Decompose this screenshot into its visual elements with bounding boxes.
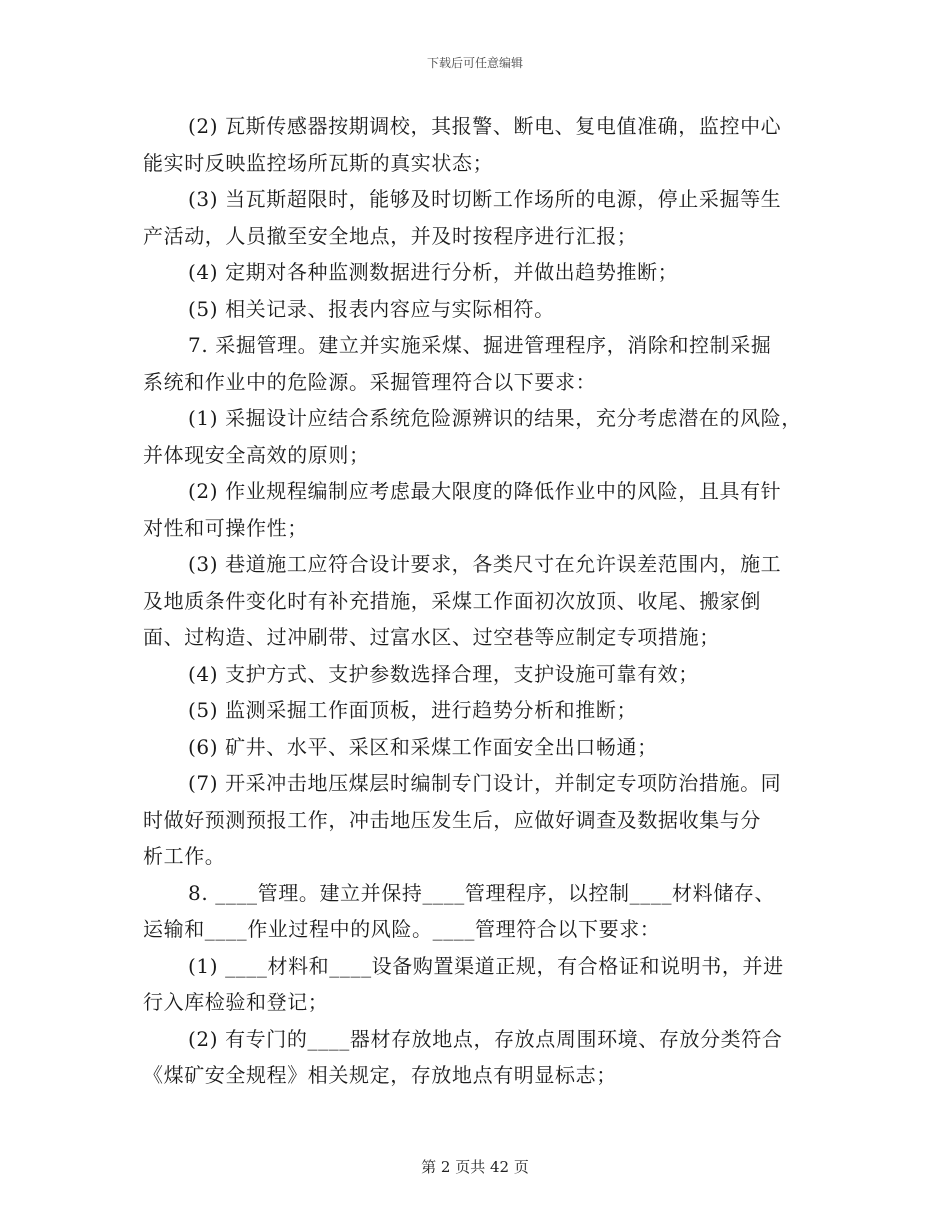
text-line: 面、过构造、过冲刷带、过富水区、过空巷等应制定专项措施； xyxy=(143,625,720,649)
text-line: (4) 支护方式、支护参数选择合理，支护设施可靠有效； xyxy=(188,661,699,686)
section-heading-paragraph xyxy=(143,875,823,948)
paragraph xyxy=(143,291,823,328)
text-line: (6) 矿井、水平、采区和采煤工作面安全出口畅通； xyxy=(188,734,658,759)
text-line: (2) 作业规程编制应考虑最大限度的降低作业中的风险，且具有针 xyxy=(188,479,782,503)
text-line: (5) 监测采掘工作面顶板，进行趋势分析和推断； xyxy=(188,698,638,722)
text-line: (4) 定期对各种监测数据进行分析，并做出趋势推断； xyxy=(188,260,679,284)
page-header: 下载后可任意编辑 xyxy=(426,56,523,70)
text-line: 及地质条件变化时有补充措施，采煤工作面初次放顶、收尾、搬家倒 xyxy=(143,588,761,613)
text-line: (1) 采掘设计应结合系统危险源辨识的结果，充分考虑潜在的风险， xyxy=(188,406,802,430)
text-line: 析工作。 xyxy=(143,844,226,868)
text-line: 对性和可操作性； xyxy=(143,515,308,540)
paragraph xyxy=(143,181,823,254)
text-line: 8. ____管理。建立并保持____管理程序，以控制____材料储存、 xyxy=(188,880,776,905)
paragraph xyxy=(143,254,823,291)
paragraph xyxy=(143,473,823,546)
text-line: 7. 采掘管理。建立并实施采煤、掘进管理程序，消除和控制采掘 xyxy=(188,333,772,357)
text-line: (2) 有专门的____器材存放地点，存放点周围环境、存放分类符合 xyxy=(188,1026,783,1051)
text-line: 能实时反映监控场所瓦斯的真实状态； xyxy=(143,150,494,175)
text-line: (3) 当瓦斯超限时，能够及时切断工作场所的电源，停止采掘等生 xyxy=(188,187,782,211)
text-line: 《煤矿安全规程》相关规定，存放地点有明显标志； xyxy=(143,1063,617,1087)
text-line: 运输和____作业过程中的风险。____管理符合以下要求： xyxy=(143,917,661,941)
paragraph xyxy=(143,400,823,473)
document-body xyxy=(143,108,823,1094)
paragraph xyxy=(143,108,823,181)
text-line: (3) 巷道施工应符合设计要求，各类尺寸在允许误差范围内，施工 xyxy=(188,552,782,576)
text-line: 并体现安全高效的原则； xyxy=(143,442,370,467)
section-heading-paragraph xyxy=(143,327,823,400)
paragraph xyxy=(143,1021,823,1094)
paragraph xyxy=(143,729,823,766)
text-line: 行入库检验和登记； xyxy=(143,990,329,1014)
text-line: (5) 相关记录、报表内容应与实际相符。 xyxy=(188,296,555,321)
text-line: (2) 瓦斯传感器按期调校，其报警、断电、复电值准确，监控中心 xyxy=(188,114,782,138)
text-line: 时做好预测预报工作，冲击地压发生后，应做好调查及数据收集与分 xyxy=(143,807,761,832)
paragraph xyxy=(143,656,823,693)
page-number: 第 2 页共 42 页 xyxy=(421,1158,529,1176)
paragraph xyxy=(143,948,823,1021)
text-line: 系统和作业中的危险源。采掘管理符合以下要求： xyxy=(143,369,597,394)
text-line: (1) ____材料和____设备购置渠道正规，有合格证和说明书，并进 xyxy=(188,953,784,978)
text-line: (7) 开采冲击地压煤层时编制专门设计，并制定专项防治措施。同 xyxy=(188,771,782,795)
paragraph xyxy=(143,546,823,656)
paragraph xyxy=(143,765,823,875)
paragraph xyxy=(143,692,823,729)
text-line: 产活动，人员撤至安全地点，并及时按程序进行汇报； xyxy=(143,223,638,248)
